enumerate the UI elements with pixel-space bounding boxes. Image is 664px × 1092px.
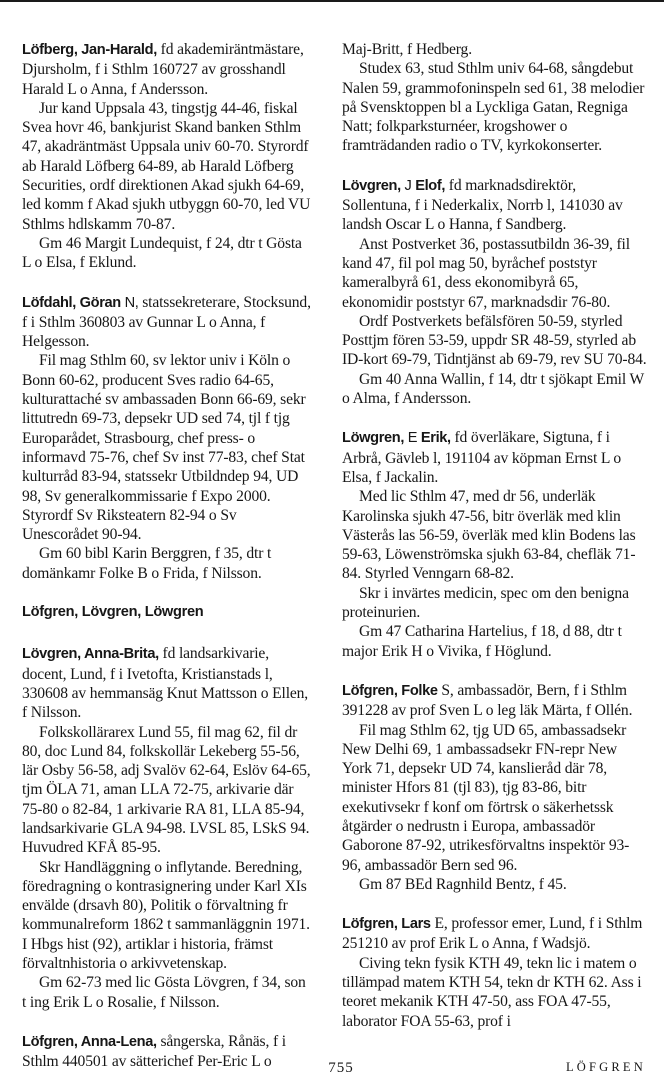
headword-initial: J (400, 177, 412, 194)
right-column (342, 40, 648, 1051)
entry-paragraph: Fil mag Sthlm 60, sv lektor univ i Köln o Bonn 60-62, producent Sves radio 64-65, kulturattaché sv ambassaden Bonn 66-69, sekr littutredn 69-73, depsekr UD sed 74, tjl f tjg Europarådet, Strasbourg, chef press- o informavd 75-76, chef Sv inst 77-83, chef Stat kulturråd 83-94, statssekr Utbildndep 94, UD 98, Sv generalkommissarie f Expo 2000. Styrordf Sv Riksteatern 82-94 o Sv Unescorådet 90-94. (22, 352, 306, 544)
cross-reference-heading: Löfgren, Lövgren, Löwgren (22, 604, 204, 621)
headword: Löfgren, Folke (342, 682, 438, 699)
headword: Lövgren, (342, 177, 401, 194)
entry-text: fd landsarkivarie, docent, Lund, f i Ivetofta, Kristianstads l, 330608 av hemmansäg Knut Mattsson o Ellen, f Nilsson. (22, 645, 309, 722)
entry-paragraph: Gm 46 Margit Lundequist, f 24, dtr t Gösta L o Elsa, f Eklund. (22, 234, 302, 272)
entry-paragraph: Gm 62-73 med lic Gösta Lövgren, f 34, son t ing Erik L o Rosalie, f Nilsson. (22, 974, 306, 1011)
running-head: LÖFGREN (565, 1060, 646, 1074)
entry-paragraph: Anst Postverket 36, postassutbildn 36-39, fil kand 47, fil pol mag 50, byråchef poststyr kameralbyrå 61, dess ekonomibyrå 65, ekonomidir poststyr 67, marknadsdir 76-80. (342, 235, 630, 311)
headword-given: Erik, (417, 430, 451, 447)
entry-lofgren-lars (342, 914, 648, 1031)
entry-text: S, ambassadör, Bern, f i Sthlm 391228 av prof Sven L o leg läk Märta, f Ollén. (342, 681, 633, 720)
entry-lofberg-jan-harald (22, 40, 313, 273)
headword: Löfberg, Jan-Harald, (22, 42, 157, 58)
entry-lofgren-anna-lena-continued (342, 40, 648, 156)
entry-paragraph: Gm 60 bibl Karin Berggren, f 35, dtr t domänkamr Folke B o Frida, f Nilsson. (22, 545, 272, 582)
entry-paragraph: Folkskollärarex Lund 55, fil mag 62, fil dr 80, doc Lund 84, folkskollär Lekeberg 55-56, lär Osby 56-58, adj Svalöv 62-64, Eslöv 64-65, tjm ÖLA 71, aman LLA 72-75, arkivarie där 75-80 o 82-84, 1 arkivarie RA 81, LLA 85-94, landsarkivarie GLA 94-98. LVSL 85, LSkS 94. Huvudred KFÅ 85-95. (22, 723, 311, 857)
headword-given: N, (120, 294, 139, 311)
headword-initial: E (404, 430, 418, 447)
top-rule (0, 0, 664, 2)
entry-lovgren-elof (342, 176, 648, 409)
entry-text: fd akademiräntmästare, Djursholm, f i Sthlm 160727 av grosshandl Harald L o Anna, f Andersson. (22, 41, 304, 98)
entry-paragraph: Skr Handläggning o inflytande. Beredning, föredragning o kontrasignering under Karl XIs envälde (drsavh 80), Politik o förvaltning fr kommunalreform 1862 t sammanläggnin 1971. I Hbgs hist (92), artiklar i historia, främst förvaltnhistoria o arkivvetenskap. (22, 858, 310, 973)
entry-text: statssekreterare, Stocksund, f i Sthlm 360803 av Gunnar L o Anna, f Helgesson. (22, 293, 311, 351)
entry-paragraph: Gm 40 Anna Wallin, f 14, dtr t sjökapt Emil W o Alma, f Andersson. (342, 370, 644, 408)
page-number: 755 (328, 1060, 354, 1076)
entry-paragraph: Jur kand Uppsala 43, tingstjg 44-46, fiskal Svea hovr 46, bankjurist Skand banken Sthlm 47, akadräntmäst Uppsala univ 60-70. Styrordf ab Harald Löfberg 64-89, ab Harald Löfberg Securities, ordf direktionen Akad sjukh 64-69, led komm f Akad sjukh utbyggn 60-70, led VU Sthlms hdlskamm 70-87. (22, 99, 311, 233)
entry-lovgren-anna-brita (22, 644, 313, 1012)
headword: Löfgren, Lars (342, 916, 431, 933)
headword: Löfdahl, Göran (22, 294, 121, 311)
entry-paragraph: Studex 63, stud Sthlm univ 64-68, sångdebut Nalen 59, grammofoninspeln sed 61, 38 melodier på Svensktoppen bl a Lyckliga Gatan, Regniga Natt; folkparksturnéer, krogshower o framträdanden radio o TV, kyrkokonserter. (342, 60, 645, 155)
entry-text: Maj-Britt, f Hedberg. (342, 41, 472, 58)
entry-paragraph: Gm 47 Catharina Hartelius, f 18, d 88, dtr t major Erik H o Vivika, f Höglund. (342, 623, 622, 660)
entry-paragraph: Civing tekn fysik KTH 49, tekn lic i matem o tillämpad matem KTH 54, tekn dr KTH 62. Ass i teoret mekanik KTH 47-50, ass FOA 47-55, laborator FOA 55-63, prof i (342, 954, 642, 1030)
entry-paragraph: Med lic Sthlm 47, med dr 56, underläk Karolinska sjukh 47-56, bitr överläk med klin Västerås las 56-59, överläk med klin Bodens las 59-63, Löwenströmska sjukh 63-84, chefläk 71-84. Styrled Venngarn 68-82. (342, 488, 636, 583)
entry-text: E, professor emer, Lund, f i Sthlm 251210 av prof Erik L o Anna, f Wadsjö. (342, 915, 643, 953)
entry-text: fd marknadsdirektör, Sollentuna, f i Nederkalix, Norrb l, 141030 av landsh Oscar L o Hanna, f Sandberg. (342, 176, 623, 234)
entry-text: fd överläkare, Sigtuna, f i Arbrå, Gävleb l, 191104 av köpman Ernst L o Elsa, f Jackalin. (342, 429, 622, 486)
entry-lofgren-anna-lena (22, 1032, 313, 1072)
entry-paragraph: Gm 87 BEd Ragnhild Bentz, f 45. (359, 875, 567, 893)
entry-text: sångerska, Rånäs, f i Sthlm 440501 av sätterichef Per-Eric L o (22, 1032, 286, 1071)
left-column (22, 40, 313, 1092)
headword: Löfgren, Anna-Lena, (22, 1033, 157, 1050)
entry-lofdahl-goran (22, 293, 313, 583)
entry-paragraph: Skr i invärtes medicin, spec om den benigna proteinurien. (342, 584, 629, 622)
entry-paragraph: Fil mag Sthlm 62, tjg UD 65, ambassadsekr New Delhi 69, 1 ambassadsekr FN-repr New York 71, depsekr UD 74, kanslieråd där 78, minister Hfors 81 (tjl 83), tjg 83-86, bitr exekutivsekr f konf om förtrsk o säkerhetssk åtgärder o nedrustn i Europa, ambassadör Gaborone 87-92, utrikesförvaltns inspektör 93-96, ambassadör Bern sed 96. (342, 721, 630, 874)
entry-lofgren-folke (342, 681, 648, 894)
headword-given: Elof, (411, 177, 446, 194)
headword: Löwgren, (342, 430, 405, 447)
headword: Lövgren, Anna-Brita, (22, 646, 159, 663)
entry-lowgren-erik (342, 428, 648, 661)
entry-paragraph: Ordf Postverkets befälsfören 50-59, styrled Posttjm fören 53-59, uppdr SR 48-59, styrled ab ID-kort 69-79, Tidntjänst ab 69-79, rev SU 70-84. (342, 312, 647, 369)
